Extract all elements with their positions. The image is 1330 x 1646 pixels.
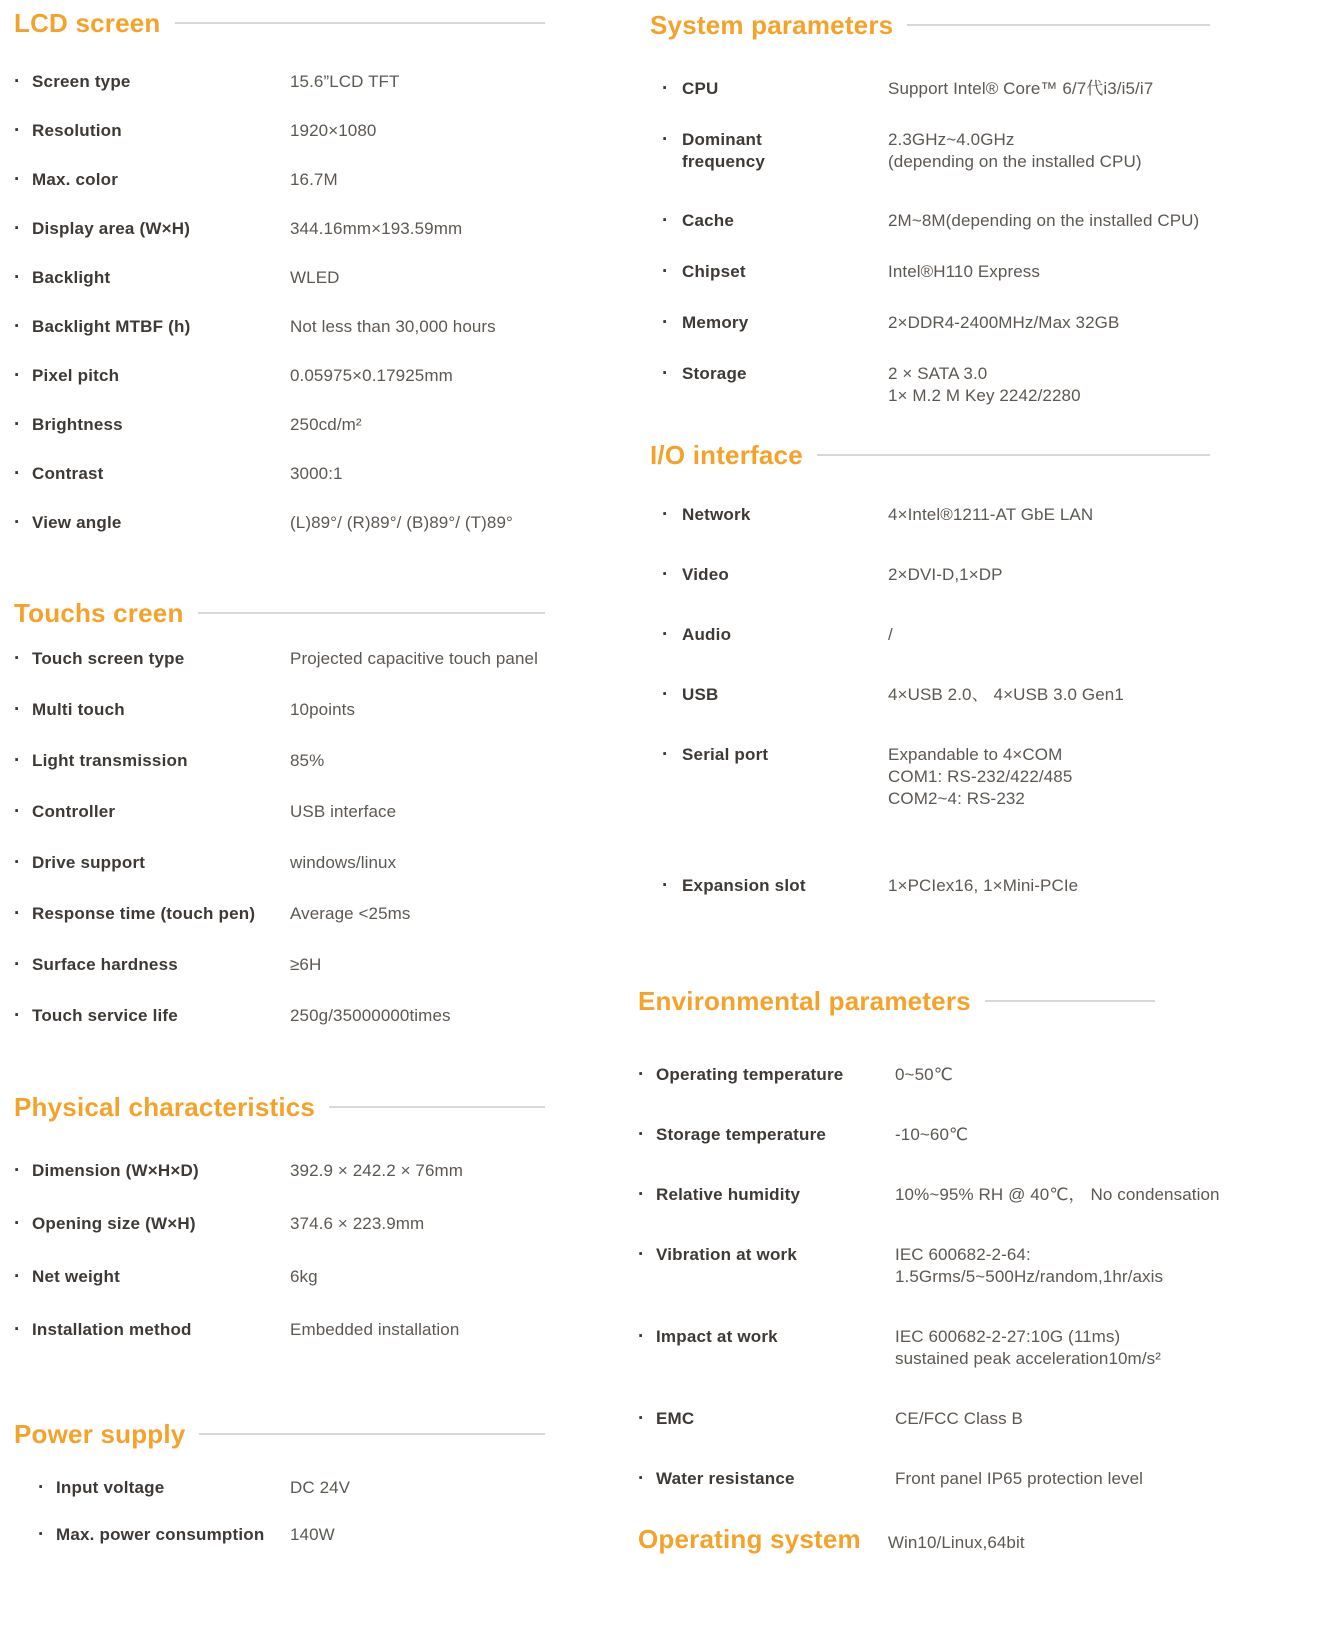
- spec-value-line: /: [888, 625, 893, 644]
- spec-value-line: 1×PCIex16, 1×Mini-PCIe: [888, 876, 1079, 895]
- bullet-icon: ·: [14, 852, 21, 873]
- spec-value-line: IEC 600682-2-27:10G (11ms): [895, 1327, 1121, 1346]
- section-rows: [650, 78, 1210, 407]
- spec-value-line: 140W: [290, 1525, 335, 1544]
- spec-value-line: Embedded installation: [290, 1320, 460, 1339]
- spec-row: [662, 504, 1210, 526]
- spec-value-line: Support Intel® Core™ 6/7代i3/i5/i7: [888, 79, 1154, 98]
- spec-value-line: 10%~95% RH @ 40℃， No condensation: [895, 1185, 1220, 1204]
- spec-value: [888, 504, 1210, 526]
- spec-value-line: 1.5Grms/5~500Hz/random,1hr/axis: [895, 1267, 1164, 1286]
- spec-value-line: 374.6 × 223.9mm: [290, 1214, 425, 1233]
- spec-value: [888, 684, 1210, 706]
- section-heading-env: [638, 984, 1168, 1018]
- spec-label: CPU: [682, 79, 719, 98]
- spec-label: Video: [682, 565, 729, 584]
- bullet-icon: ·: [14, 801, 21, 822]
- section-heading-os: [638, 1522, 1330, 1560]
- spec-label: Input voltage: [56, 1478, 165, 1497]
- section-title: Touchs creen: [14, 598, 184, 628]
- spec-label: Storage: [682, 364, 747, 383]
- section-title: System parameters: [650, 10, 894, 40]
- spec-value-line: 1920×1080: [290, 121, 377, 140]
- spec-value-line: 2×DVI-D,1×DP: [888, 565, 1003, 584]
- bullet-icon: ·: [662, 312, 669, 333]
- spec-value-line: 2M~8M(depending on the installed CPU): [888, 211, 1200, 230]
- bullet-icon: ·: [14, 1319, 21, 1340]
- bullet-icon: ·: [662, 210, 669, 231]
- spec-label: Serial port: [682, 745, 769, 764]
- section-rows: [638, 1064, 1220, 1490]
- spec-value-line: 2 × SATA 3.0: [888, 364, 988, 383]
- spec-value-line: (depending on the installed CPU): [888, 152, 1142, 171]
- bullet-icon: ·: [14, 1266, 21, 1287]
- spec-value: [888, 210, 1210, 232]
- spec-value-line: Projected capacitive touch panel: [290, 649, 538, 668]
- spec-label: Cache: [682, 211, 735, 230]
- bullet-icon: ·: [662, 744, 669, 765]
- bullet-icon: ·: [14, 267, 21, 288]
- spec-value: [895, 1064, 1168, 1086]
- bullet-icon: ·: [38, 1477, 45, 1498]
- spec-value: [895, 1408, 1168, 1430]
- spec-label: Response time (touch pen): [32, 904, 256, 923]
- spec-row: [662, 684, 1210, 706]
- spec-value-line: (L)89°/ (R)89°/ (B)89°/ (T)89°: [290, 513, 513, 532]
- spec-value-line: 85%: [290, 751, 325, 770]
- section-system: [650, 8, 1210, 436]
- spec-value-line: 2.3GHz~4.0GHz: [888, 130, 1015, 149]
- bullet-icon: ·: [638, 1408, 645, 1429]
- spec-value-line: Expandable to 4×COM: [888, 745, 1063, 764]
- spec-label: Network: [682, 505, 751, 524]
- spec-label: Expansion slot: [682, 876, 806, 895]
- spec-label: Controller: [32, 802, 116, 821]
- spec-label: Audio: [682, 625, 732, 644]
- bullet-icon: ·: [14, 1005, 21, 1026]
- spec-value-line: Intel®H110 Express: [888, 262, 1040, 281]
- spec-label: Screen type: [32, 72, 131, 91]
- section-title: I/O interface: [650, 440, 803, 470]
- spec-value-line: 4×USB 2.0、 4×USB 3.0 Gen1: [888, 685, 1124, 704]
- spec-value-line: 250cd/m²: [290, 415, 362, 434]
- spec-row: [638, 1468, 1168, 1490]
- spec-value-line: COM2~4: RS-232: [888, 789, 1025, 808]
- spec-value-line: COM1: RS-232/422/485: [888, 767, 1073, 786]
- spec-label: Display area (W×H): [32, 219, 191, 238]
- bullet-icon: ·: [14, 750, 21, 771]
- spec-value-line: -10~60℃: [895, 1125, 969, 1144]
- spec-value-line: CE/FCC Class B: [895, 1409, 1023, 1428]
- spec-value-line: WLED: [290, 268, 340, 287]
- section-divider-line: [907, 24, 1210, 26]
- bullet-icon: ·: [14, 169, 21, 190]
- spec-label: Max. power consumption: [56, 1525, 265, 1544]
- section-title: Physical characteristics: [14, 1092, 316, 1122]
- spec-row: [662, 875, 1210, 897]
- section-rows: [650, 504, 1210, 897]
- bullet-icon: ·: [14, 463, 21, 484]
- bullet-icon: ·: [14, 365, 21, 386]
- spec-label: Dominant frequency: [682, 130, 766, 171]
- spec-label: Operating temperature: [656, 1065, 844, 1084]
- spec-row: [662, 624, 1210, 646]
- spec-label: Touch service life: [32, 1006, 178, 1025]
- spec-row: [638, 1326, 1168, 1370]
- spec-row: [662, 312, 1210, 334]
- bullet-icon: ·: [662, 78, 669, 99]
- spec-value-line: 3000:1: [290, 464, 343, 483]
- section-io: [650, 438, 1210, 935]
- spec-value: [895, 1326, 1168, 1370]
- spec-value-line: Not less than 30,000 hours: [290, 317, 496, 336]
- spec-label: Multi touch: [32, 700, 125, 719]
- spec-value-line: Average <25ms: [290, 904, 411, 923]
- spec-label: Surface hardness: [32, 955, 178, 974]
- spec-value-line: 16.7M: [290, 170, 338, 189]
- section-os: [638, 1522, 1330, 1560]
- bullet-icon: ·: [638, 1468, 645, 1489]
- spec-value: [895, 1184, 1220, 1206]
- spec-value-line: USB interface: [290, 802, 397, 821]
- spec-label: Contrast: [32, 464, 104, 483]
- bullet-icon: ·: [14, 903, 21, 924]
- bullet-icon: ·: [662, 261, 669, 282]
- section-heading-io: [650, 438, 1210, 472]
- spec-label: Memory: [682, 313, 749, 332]
- spec-value-line: 2×DDR4-2400MHz/Max 32GB: [888, 313, 1120, 332]
- bullet-icon: ·: [638, 1124, 645, 1145]
- spec-row: [662, 744, 1210, 810]
- section-heading-system: [650, 8, 1210, 42]
- spec-value: [888, 261, 1210, 283]
- section-title: Environmental parameters: [638, 986, 971, 1016]
- bullet-icon: ·: [14, 1160, 21, 1181]
- spec-label: Touch screen type: [32, 649, 185, 668]
- bullet-icon: ·: [14, 120, 21, 141]
- bullet-icon: ·: [14, 316, 21, 337]
- spec-value: [888, 363, 1210, 407]
- bullet-icon: ·: [14, 414, 21, 435]
- bullet-icon: ·: [14, 512, 21, 533]
- bullet-icon: ·: [638, 1326, 645, 1347]
- spec-value-line: windows/linux: [290, 853, 397, 872]
- spec-label: Opening size (W×H): [32, 1214, 196, 1233]
- spec-label: Vibration at work: [656, 1245, 798, 1264]
- bullet-icon: ·: [662, 624, 669, 645]
- spec-row: [638, 1184, 1220, 1206]
- bullet-icon: ·: [14, 648, 21, 669]
- section-divider-line: [817, 454, 1210, 456]
- spec-value-line: Front panel IP65 protection level: [895, 1469, 1144, 1488]
- spec-value-line: 1× M.2 M Key 2242/2280: [888, 386, 1081, 405]
- bullet-icon: ·: [662, 684, 669, 705]
- spec-value: [888, 744, 1210, 810]
- spec-value-line: IEC 600682-2-64:: [895, 1245, 1031, 1264]
- spec-label: Resolution: [32, 121, 122, 140]
- bullet-icon: ·: [38, 1524, 45, 1545]
- spec-value-line: 392.9 × 242.2 × 76mm: [290, 1161, 464, 1180]
- spec-label: Light transmission: [32, 751, 188, 770]
- section-title: LCD screen: [14, 8, 161, 38]
- spec-label: EMC: [656, 1409, 695, 1428]
- spec-label: Max. color: [32, 170, 119, 189]
- spec-row: [638, 1244, 1168, 1288]
- spec-value: [888, 624, 1210, 646]
- spec-value-line: 344.16mm×193.59mm: [290, 219, 463, 238]
- bullet-icon: ·: [14, 954, 21, 975]
- bullet-icon: ·: [14, 218, 21, 239]
- section-env: [638, 984, 1220, 1528]
- spec-value: [888, 312, 1210, 334]
- spec-label: Drive support: [32, 853, 146, 872]
- spec-value-line: 0.05975×0.17925mm: [290, 366, 453, 385]
- spec-label: Installation method: [32, 1320, 192, 1339]
- bullet-icon: ·: [14, 699, 21, 720]
- spec-label: Backlight: [32, 268, 111, 287]
- bullet-icon: ·: [638, 1244, 645, 1265]
- spec-row: [662, 78, 1210, 100]
- bullet-icon: ·: [662, 363, 669, 384]
- bullet-icon: ·: [662, 504, 669, 525]
- bullet-icon: ·: [638, 1184, 645, 1205]
- spec-label: Chipset: [682, 262, 746, 281]
- spec-value: [888, 564, 1210, 586]
- spec-row: [662, 129, 1210, 173]
- bullet-icon: ·: [14, 71, 21, 92]
- spec-value-line: 15.6”LCD TFT: [290, 72, 400, 91]
- bullet-icon: ·: [662, 875, 669, 896]
- section-title: Operating system: [638, 1524, 861, 1554]
- spec-row: [662, 210, 1210, 232]
- spec-row: [662, 261, 1210, 283]
- spec-row: [662, 363, 1210, 407]
- spec-value: [895, 1468, 1168, 1490]
- spec-value-line: sustained peak acceleration10m/s²: [895, 1349, 1162, 1368]
- bullet-icon: ·: [662, 564, 669, 585]
- spec-value-line: 6kg: [290, 1267, 318, 1286]
- spec-row: [638, 1064, 1168, 1086]
- spec-value-line: 4×Intel®1211-AT GbE LAN: [888, 505, 1094, 524]
- spec-label: Water resistance: [656, 1469, 795, 1488]
- spec-label: Impact at work: [656, 1327, 778, 1346]
- spec-row: [638, 1408, 1168, 1430]
- spec-value: [895, 1124, 1168, 1146]
- section-divider-line: [985, 1000, 1155, 1002]
- spec-row: [662, 564, 1210, 586]
- spec-label: Backlight MTBF (h): [32, 317, 191, 336]
- spec-value: [888, 129, 1210, 173]
- spec-value-line: 10points: [290, 700, 356, 719]
- spec-value: [888, 78, 1210, 100]
- spec-label: Storage temperature: [656, 1125, 827, 1144]
- spec-value: [888, 875, 1210, 897]
- spec-label: Net weight: [32, 1267, 120, 1286]
- spec-value-line: ≥6H: [290, 955, 322, 974]
- section-inline-value: Win10/Linux,64bit: [887, 1533, 1025, 1552]
- spec-value-line: 0~50℃: [895, 1065, 953, 1084]
- spec-value-line: DC 24V: [290, 1478, 351, 1497]
- spec-row: [638, 1124, 1168, 1146]
- spec-value-line: 250g/35000000times: [290, 1006, 451, 1025]
- spec-label: Brightness: [32, 415, 123, 434]
- spec-label: View angle: [32, 513, 122, 532]
- spec-label: Relative humidity: [656, 1185, 801, 1204]
- spec-label: Pixel pitch: [32, 366, 120, 385]
- section-title: Power supply: [14, 1419, 186, 1449]
- spec-value: [895, 1244, 1168, 1288]
- bullet-icon: ·: [14, 1213, 21, 1234]
- spec-label: Dimension (W×H×D): [32, 1161, 199, 1180]
- spec-label: USB: [682, 685, 719, 704]
- bullet-icon: ·: [662, 129, 669, 150]
- bullet-icon: ·: [638, 1064, 645, 1085]
